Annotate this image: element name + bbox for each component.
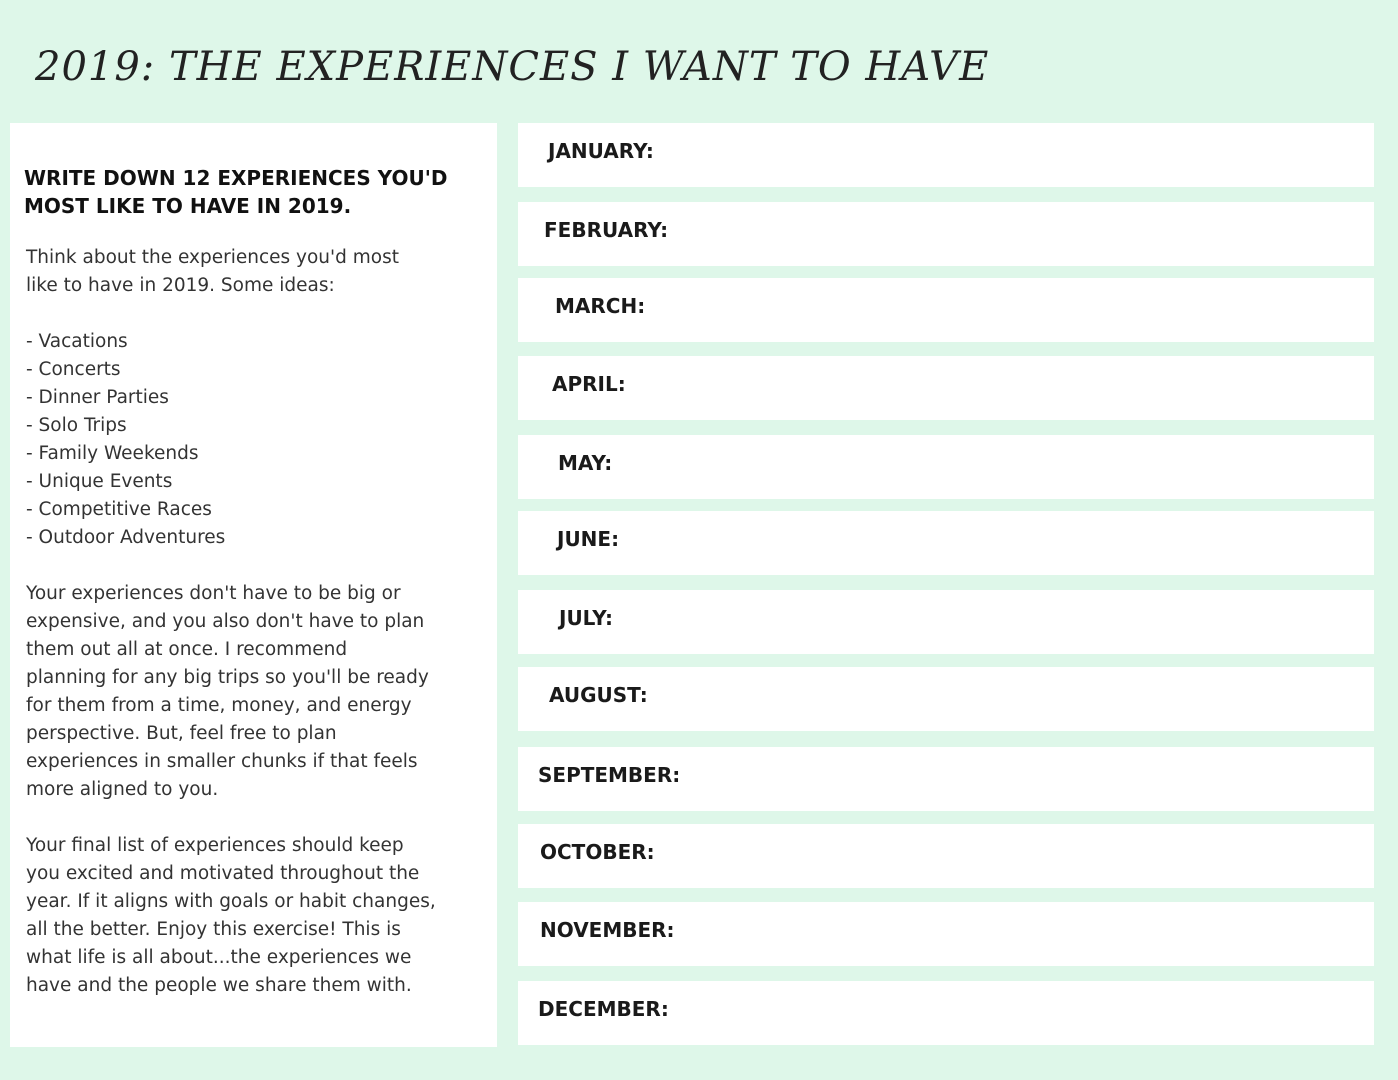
intro-line: like to have in 2019. Some ideas: [26,275,335,296]
paragraph-line: them out all at once. I recommend [26,639,348,660]
month-label-may: MAY: [558,451,613,475]
month-field-june[interactable] [518,511,1374,575]
month-label-july: JULY: [559,606,614,630]
paragraph-line: for them from a time, money, and energy [26,695,412,716]
month-field-october[interactable] [518,824,1374,888]
month-field-december[interactable] [518,981,1374,1045]
month-field-february[interactable] [518,202,1374,266]
month-label-february: FEBRUARY: [544,218,669,242]
paragraph-line: expensive, and you also don't have to plan [26,611,425,632]
paragraph-line: year. If it aligns with goals or habit changes, [26,891,436,912]
month-label-march: MARCH: [555,294,646,318]
paragraph-line: experiences in smaller chunks if that feels [26,751,418,772]
spacer [26,804,466,832]
idea-item: - Vacations [26,331,128,352]
instructions-text [26,244,466,1000]
paragraph-line: all the better. Enjoy this exercise! This is [26,919,401,940]
page-title: 2019: THE EXPERIENCES I WANT TO HAVE [35,44,990,90]
month-label-december: DECEMBER: [538,997,669,1021]
paragraph-line: have and the people we share them with. [26,975,412,996]
month-field-april[interactable] [518,356,1374,420]
intro-line: Think about the experiences you'd most [26,247,399,268]
paragraph-line: Your experiences don't have to be big or [26,583,401,604]
idea-item: - Family Weekends [26,443,199,464]
month-field-may[interactable] [518,435,1374,499]
paragraph-line: planning for any big trips so you'll be ready [26,667,429,688]
idea-item: - Outdoor Adventures [26,527,226,548]
paragraph-line: perspective. But, feel free to plan [26,723,337,744]
month-field-september[interactable] [518,747,1374,811]
instructions-heading: WRITE DOWN 12 EXPERIENCES YOU'D MOST LIKE TO HAVE IN 2019. [24,166,448,218]
month-field-november[interactable] [518,902,1374,966]
month-label-october: OCTOBER: [540,840,655,864]
idea-item: - Dinner Parties [26,387,169,408]
idea-item: - Unique Events [26,471,173,492]
idea-item: - Solo Trips [26,415,127,436]
month-field-august[interactable] [518,667,1374,731]
idea-item: - Competitive Races [26,499,212,520]
spacer [26,300,466,328]
paragraph-line: more aligned to you. [26,779,219,800]
month-label-september: SEPTEMBER: [538,763,681,787]
paragraph-line: Your final list of experiences should keep [26,835,404,856]
paragraph-line: what life is all about...the experiences we [26,947,412,968]
month-label-november: NOVEMBER: [540,918,675,942]
month-label-august: AUGUST: [549,683,648,707]
month-field-march[interactable] [518,278,1374,342]
month-label-april: APRIL: [552,372,626,396]
month-field-july[interactable] [518,590,1374,654]
idea-item: - Concerts [26,359,121,380]
month-label-june: JUNE: [557,527,620,551]
spacer [26,552,466,580]
month-field-january[interactable] [518,123,1374,187]
month-label-january: JANUARY: [548,139,654,163]
paragraph-line: you excited and motivated throughout the [26,863,420,884]
